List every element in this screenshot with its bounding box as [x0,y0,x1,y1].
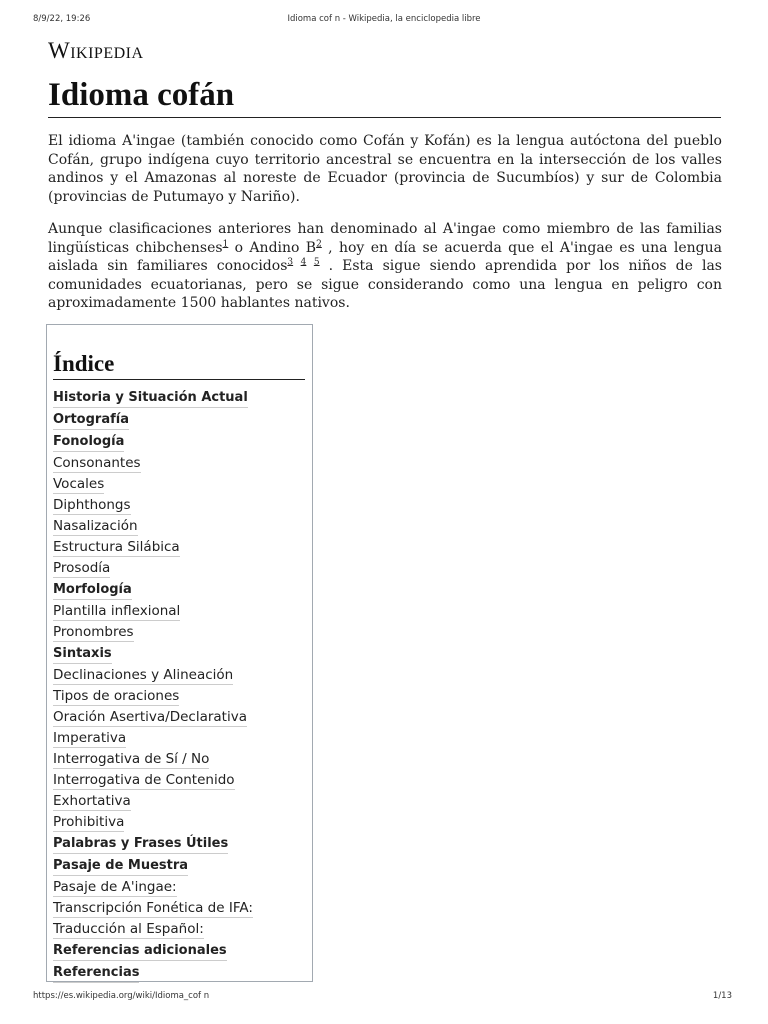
toc-item [53,642,305,832]
toc-link-transcripcion[interactable]: Transcripción Fonética de IFA: [53,900,253,916]
toc-sublist [53,876,305,939]
toc-title: Índice [53,350,305,380]
toc-link-prohibitiva[interactable]: Prohibitiva [53,814,125,830]
toc-item [53,494,305,515]
print-page-number: 1/13 [712,991,732,1001]
toc-link-referencias-adicionales[interactable]: Referencias adicionales [53,942,227,961]
toc-sublist [53,600,305,642]
toc-sublist [53,706,305,832]
toc-sublist [53,452,305,578]
toc-item [53,897,305,918]
classification-paragraph [48,220,722,313]
toc-link-imperativa[interactable]: Imperativa [53,730,127,746]
toc-link-estructura[interactable]: Estructura Silábica [53,539,180,555]
toc-link-referencias[interactable]: Referencias [53,964,139,983]
toc-link-pronombres[interactable]: Pronombres [53,624,134,640]
toc-item [53,430,305,578]
toc-link-diphthongs[interactable]: Diphthongs [53,497,131,513]
paragraph-text: . Esta sigue siendo aprendida por los niños de las comunidades ecuatorianas, pero se sigue considerando como una lengua en peligro con aproximadamente 1500 hablantes nativos. [48,258,722,311]
toc-link-exhortativa[interactable]: Exhortativa [53,793,131,809]
toc-item [53,536,305,557]
wikipedia-wordmark[interactable]: Wikipedia [48,38,144,63]
toc-item [53,811,305,832]
toc-item [53,961,305,983]
toc-sublist [53,664,305,832]
reference-link-1[interactable]: 1 [222,238,229,249]
toc-item [53,769,305,790]
print-page-title: Idioma cof n - Wikipedia, la enciclopedia libre [287,14,481,24]
toc-link-pasaje[interactable]: Pasaje de Muestra [53,857,188,876]
toc-item [53,790,305,811]
toc-item [53,473,305,494]
toc-link-nasalizacion[interactable]: Nasalización [53,518,138,534]
print-header [0,14,768,28]
reference-link-5[interactable]: 5 [313,257,320,268]
toc-item [53,876,305,897]
toc-item [53,832,305,854]
toc-link-morfologia[interactable]: Morfología [53,581,132,600]
toc-link-tipos[interactable]: Tipos de oraciones [53,688,180,704]
print-datetime: 8/9/22, 19:26 [33,14,91,24]
toc-item [53,748,305,769]
toc-item [53,727,305,748]
toc-item [53,854,305,939]
toc-link-palabras[interactable]: Palabras y Frases Útiles [53,835,228,854]
reference-link-2[interactable]: 2 [316,238,322,249]
toc-item [53,600,305,621]
toc-item [53,706,305,727]
toc-link-plantilla[interactable]: Plantilla inflexional [53,603,181,619]
toc-item [53,918,305,939]
toc-link-pasaje-aingae[interactable]: Pasaje de A'ingae: [53,879,177,895]
toc-link-fonologia[interactable]: Fonología [53,433,124,452]
toc-link-declinaciones[interactable]: Declinaciones y Alineación [53,667,234,683]
toc-link-asertiva[interactable]: Oración Asertiva/Declarativa [53,709,247,725]
toc-link-vocales[interactable]: Vocales [53,476,105,492]
article-body [48,132,722,327]
toc-item [53,621,305,642]
toc-link-prosodia[interactable]: Prosodía [53,560,111,576]
reference-3-5 [287,257,319,267]
paragraph-text: o Andino B [228,239,317,256]
toc-item [53,386,305,408]
toc-link-ortografia[interactable]: Ortografía [53,411,129,430]
toc-item [53,685,305,832]
print-url: https://es.wikipedia.org/wiki/Idioma_cof n [33,991,210,1001]
toc-item [53,452,305,473]
toc-link-interrogativa-contenido[interactable]: Interrogativa de Contenido [53,772,235,788]
print-footer [0,991,768,1005]
toc-link-consonantes[interactable]: Consonantes [53,455,141,471]
table-of-contents [46,324,313,982]
toc-link-sintaxis[interactable]: Sintaxis [53,645,112,664]
paragraph-text: , hoy en día se acuerda que el A'ingae es una lengua aislada sin familiares conocidos [48,239,722,274]
reference-link-3[interactable]: 3 [287,257,294,268]
reference-link-4[interactable]: 4 [300,257,307,268]
toc-item [53,557,305,578]
paragraph-text: Aunque clasificaciones anteriores han denominado al A'ingae como miembro de las familias lingüísticas chibchenses [48,221,722,256]
toc-link-traduccion[interactable]: Traducción al Español: [53,921,204,937]
toc-item [53,939,305,961]
intro-paragraph: El idioma A'ingae (también conocido como Cofán y Kofán) es la lengua autóctona del pueblo Cofán, grupo indígena cuyo territorio ancestral se encuentra en la intersección de los valles andinos y el Amazonas al noreste de Ecuador (provincia de Sucumbíos) y sur de Colombia (provincias de Putumayo y Nariño). [48,133,722,205]
toc-item [53,515,305,536]
toc-link-interrogativa-si-no[interactable]: Interrogativa de Sí / No [53,751,210,767]
toc-item [53,664,305,685]
page-title: Idioma cofán [48,75,721,118]
toc-link-historia[interactable]: Historia y Situación Actual [53,389,248,408]
toc-item [53,408,305,430]
toc-list [53,386,305,983]
toc-item [53,578,305,642]
